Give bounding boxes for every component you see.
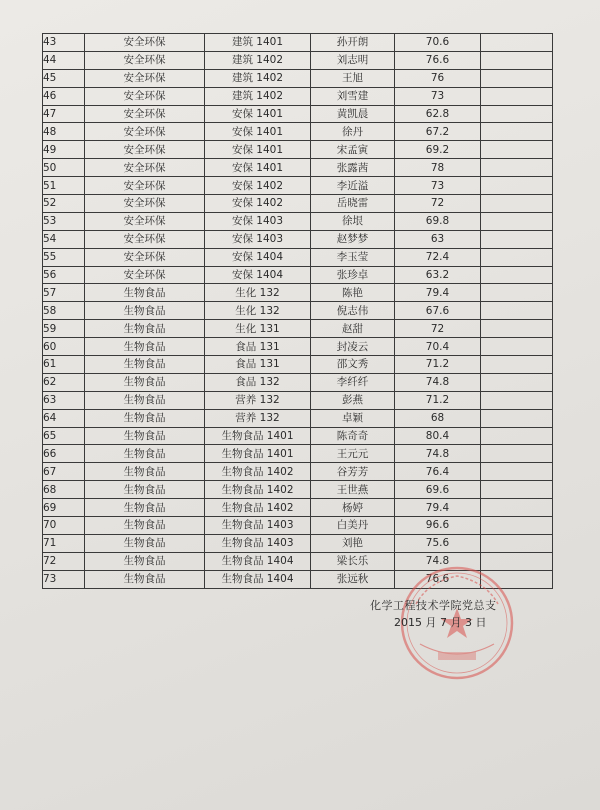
row-number: 60 (43, 338, 85, 356)
empty-cell (481, 159, 553, 177)
table-row (43, 373, 553, 391)
row-number: 66 (43, 445, 85, 463)
score-cell: 96.6 (395, 517, 481, 535)
department-cell: 安全环保 (85, 212, 205, 230)
empty-cell (481, 266, 553, 284)
score-cell: 73 (395, 87, 481, 105)
student-name-cell: 张远秋 (311, 570, 395, 588)
department-cell: 生物食品 (85, 534, 205, 552)
row-number: 57 (43, 284, 85, 302)
department-cell: 生物食品 (85, 338, 205, 356)
class-cell: 食品 131 (205, 356, 311, 374)
row-number: 64 (43, 409, 85, 427)
score-cell: 72.4 (395, 248, 481, 266)
empty-cell (481, 51, 553, 69)
empty-cell (481, 517, 553, 535)
score-cell: 73 (395, 177, 481, 195)
class-cell: 生化 132 (205, 302, 311, 320)
table-row (43, 51, 553, 69)
score-cell: 69.8 (395, 212, 481, 230)
student-name-cell: 李近溢 (311, 177, 395, 195)
class-cell: 安保 1402 (205, 195, 311, 213)
department-cell: 生物食品 (85, 302, 205, 320)
class-cell: 生物食品 1402 (205, 463, 311, 481)
score-cell: 76.6 (395, 570, 481, 588)
score-cell: 72 (395, 195, 481, 213)
score-cell: 79.4 (395, 284, 481, 302)
row-number: 65 (43, 427, 85, 445)
empty-cell (481, 87, 553, 105)
class-cell: 生物食品 1403 (205, 517, 311, 535)
table-row (43, 69, 553, 87)
table-row (43, 87, 553, 105)
empty-cell (481, 427, 553, 445)
student-name-cell: 彭燕 (311, 391, 395, 409)
table-row (43, 481, 553, 499)
table-row (43, 320, 553, 338)
department-cell: 安全环保 (85, 105, 205, 123)
score-cell: 62.8 (395, 105, 481, 123)
student-name-cell: 王世燕 (311, 481, 395, 499)
empty-cell (481, 445, 553, 463)
department-cell: 生物食品 (85, 320, 205, 338)
row-number: 63 (43, 391, 85, 409)
score-cell: 76 (395, 69, 481, 87)
row-number: 48 (43, 123, 85, 141)
class-cell: 生物食品 1401 (205, 445, 311, 463)
department-cell: 生物食品 (85, 409, 205, 427)
table-row (43, 302, 553, 320)
row-number: 47 (43, 105, 85, 123)
class-cell: 生化 132 (205, 284, 311, 302)
row-number: 46 (43, 87, 85, 105)
class-cell: 安保 1401 (205, 123, 311, 141)
score-cell: 70.4 (395, 338, 481, 356)
class-cell: 食品 131 (205, 338, 311, 356)
score-cell: 74.8 (395, 552, 481, 570)
row-number: 43 (43, 34, 85, 52)
table-row (43, 212, 553, 230)
student-name-cell: 刘雪建 (311, 87, 395, 105)
department-cell: 生物食品 (85, 499, 205, 517)
score-cell: 67.6 (395, 302, 481, 320)
department-cell: 安全环保 (85, 69, 205, 87)
empty-cell (481, 69, 553, 87)
department-cell: 安全环保 (85, 34, 205, 52)
row-number: 59 (43, 320, 85, 338)
student-name-cell: 李纤纤 (311, 373, 395, 391)
row-number: 70 (43, 517, 85, 535)
student-name-cell: 张珍卓 (311, 266, 395, 284)
row-number: 58 (43, 302, 85, 320)
student-name-cell: 赵甜 (311, 320, 395, 338)
table-row (43, 177, 553, 195)
class-cell: 安保 1403 (205, 230, 311, 248)
table-row (43, 34, 553, 52)
class-cell: 安保 1404 (205, 266, 311, 284)
table-row (43, 445, 553, 463)
score-cell: 74.8 (395, 373, 481, 391)
class-cell: 安保 1401 (205, 141, 311, 159)
score-cell: 72 (395, 320, 481, 338)
student-name-cell: 李玉莹 (311, 248, 395, 266)
score-cell: 63.2 (395, 266, 481, 284)
score-cell: 67.2 (395, 123, 481, 141)
table-row (43, 230, 553, 248)
class-cell: 建筑 1402 (205, 87, 311, 105)
student-name-cell: 岳晓雷 (311, 195, 395, 213)
department-cell: 生物食品 (85, 284, 205, 302)
department-cell: 生物食品 (85, 356, 205, 374)
department-cell: 生物食品 (85, 427, 205, 445)
issuing-organization: 化学工程技术学院党总支 (370, 599, 497, 612)
class-cell: 生化 131 (205, 320, 311, 338)
student-name-cell: 陈艳 (311, 284, 395, 302)
student-name-cell: 孙开朗 (311, 34, 395, 52)
department-cell: 生物食品 (85, 570, 205, 588)
student-name-cell: 王元元 (311, 445, 395, 463)
table-row (43, 284, 553, 302)
score-table (42, 33, 553, 589)
table-row (43, 248, 553, 266)
empty-cell (481, 34, 553, 52)
department-cell: 安全环保 (85, 123, 205, 141)
empty-cell (481, 284, 553, 302)
student-name-cell: 杨婷 (311, 499, 395, 517)
department-cell: 生物食品 (85, 373, 205, 391)
class-cell: 安保 1402 (205, 177, 311, 195)
student-name-cell: 赵梦梦 (311, 230, 395, 248)
class-cell: 营养 132 (205, 391, 311, 409)
table-row (43, 463, 553, 481)
row-number: 69 (43, 499, 85, 517)
row-number: 51 (43, 177, 85, 195)
table-row (43, 356, 553, 374)
student-name-cell: 陈奇奇 (311, 427, 395, 445)
class-cell: 安保 1401 (205, 159, 311, 177)
student-name-cell: 刘志明 (311, 51, 395, 69)
table-row (43, 141, 553, 159)
class-cell: 安保 1404 (205, 248, 311, 266)
empty-cell (481, 356, 553, 374)
empty-cell (481, 320, 553, 338)
class-cell: 生物食品 1403 (205, 534, 311, 552)
class-cell: 安保 1403 (205, 212, 311, 230)
department-cell: 安全环保 (85, 141, 205, 159)
row-number: 45 (43, 69, 85, 87)
student-name-cell: 谷芳芳 (311, 463, 395, 481)
empty-cell (481, 123, 553, 141)
student-name-cell: 徐丹 (311, 123, 395, 141)
empty-cell (481, 302, 553, 320)
department-cell: 安全环保 (85, 266, 205, 284)
student-name-cell: 张露茜 (311, 159, 395, 177)
class-cell: 建筑 1402 (205, 51, 311, 69)
department-cell: 安全环保 (85, 177, 205, 195)
row-number: 72 (43, 552, 85, 570)
score-cell: 70.6 (395, 34, 481, 52)
row-number: 55 (43, 248, 85, 266)
department-cell: 生物食品 (85, 463, 205, 481)
department-cell: 安全环保 (85, 195, 205, 213)
student-name-cell: 黄凯晨 (311, 105, 395, 123)
score-cell: 78 (395, 159, 481, 177)
student-name-cell: 徐垠 (311, 212, 395, 230)
class-cell: 营养 132 (205, 409, 311, 427)
empty-cell (481, 463, 553, 481)
row-number: 52 (43, 195, 85, 213)
student-name-cell: 宋孟寅 (311, 141, 395, 159)
table-row (43, 534, 553, 552)
score-cell: 76.4 (395, 463, 481, 481)
department-cell: 生物食品 (85, 481, 205, 499)
score-cell: 69.2 (395, 141, 481, 159)
score-cell: 76.6 (395, 51, 481, 69)
table-row (43, 499, 553, 517)
department-cell: 安全环保 (85, 159, 205, 177)
row-number: 56 (43, 266, 85, 284)
department-cell: 安全环保 (85, 87, 205, 105)
score-cell: 69.6 (395, 481, 481, 499)
table-row (43, 391, 553, 409)
student-name-cell: 封凌云 (311, 338, 395, 356)
student-name-cell: 卓颖 (311, 409, 395, 427)
department-cell: 安全环保 (85, 230, 205, 248)
department-cell: 安全环保 (85, 51, 205, 69)
department-cell: 生物食品 (85, 552, 205, 570)
class-cell: 生物食品 1401 (205, 427, 311, 445)
row-number: 49 (43, 141, 85, 159)
table-row (43, 159, 553, 177)
score-cell: 71.2 (395, 356, 481, 374)
department-cell: 生物食品 (85, 517, 205, 535)
empty-cell (481, 212, 553, 230)
score-cell: 80.4 (395, 427, 481, 445)
class-cell: 生物食品 1404 (205, 570, 311, 588)
empty-cell (481, 373, 553, 391)
table-row (43, 409, 553, 427)
class-cell: 安保 1401 (205, 105, 311, 123)
table-row (43, 338, 553, 356)
department-cell: 生物食品 (85, 391, 205, 409)
table-row (43, 517, 553, 535)
row-number: 68 (43, 481, 85, 499)
class-cell: 生物食品 1404 (205, 552, 311, 570)
score-cell: 74.8 (395, 445, 481, 463)
empty-cell (481, 499, 553, 517)
student-name-cell: 刘艳 (311, 534, 395, 552)
row-number: 67 (43, 463, 85, 481)
score-cell: 75.6 (395, 534, 481, 552)
department-cell: 生物食品 (85, 445, 205, 463)
student-name-cell: 倪志伟 (311, 302, 395, 320)
row-number: 71 (43, 534, 85, 552)
score-cell: 79.4 (395, 499, 481, 517)
row-number: 53 (43, 212, 85, 230)
row-number: 61 (43, 356, 85, 374)
table-row (43, 427, 553, 445)
empty-cell (481, 105, 553, 123)
table-row (43, 105, 553, 123)
empty-cell (481, 338, 553, 356)
score-cell: 68 (395, 409, 481, 427)
row-number: 54 (43, 230, 85, 248)
row-number: 62 (43, 373, 85, 391)
table-row (43, 123, 553, 141)
empty-cell (481, 141, 553, 159)
student-name-cell: 梁长乐 (311, 552, 395, 570)
row-number: 73 (43, 570, 85, 588)
empty-cell (481, 230, 553, 248)
row-number: 44 (43, 51, 85, 69)
empty-cell (481, 391, 553, 409)
class-cell: 建筑 1402 (205, 69, 311, 87)
class-cell: 建筑 1401 (205, 34, 311, 52)
empty-cell (481, 195, 553, 213)
department-cell: 安全环保 (85, 248, 205, 266)
class-cell: 生物食品 1402 (205, 499, 311, 517)
empty-cell (481, 177, 553, 195)
student-name-cell: 邵文秀 (311, 356, 395, 374)
empty-cell (481, 481, 553, 499)
empty-cell (481, 409, 553, 427)
empty-cell (481, 534, 553, 552)
table-body (43, 34, 553, 589)
student-name-cell: 白美丹 (311, 517, 395, 535)
empty-cell (481, 248, 553, 266)
class-cell: 生物食品 1402 (205, 481, 311, 499)
issue-date: 2015 月 7 月 3 日 (394, 616, 487, 629)
score-cell: 63 (395, 230, 481, 248)
student-name-cell: 王旭 (311, 69, 395, 87)
score-cell: 71.2 (395, 391, 481, 409)
table-row (43, 266, 553, 284)
row-number: 50 (43, 159, 85, 177)
table-row (43, 195, 553, 213)
class-cell: 食品 132 (205, 373, 311, 391)
